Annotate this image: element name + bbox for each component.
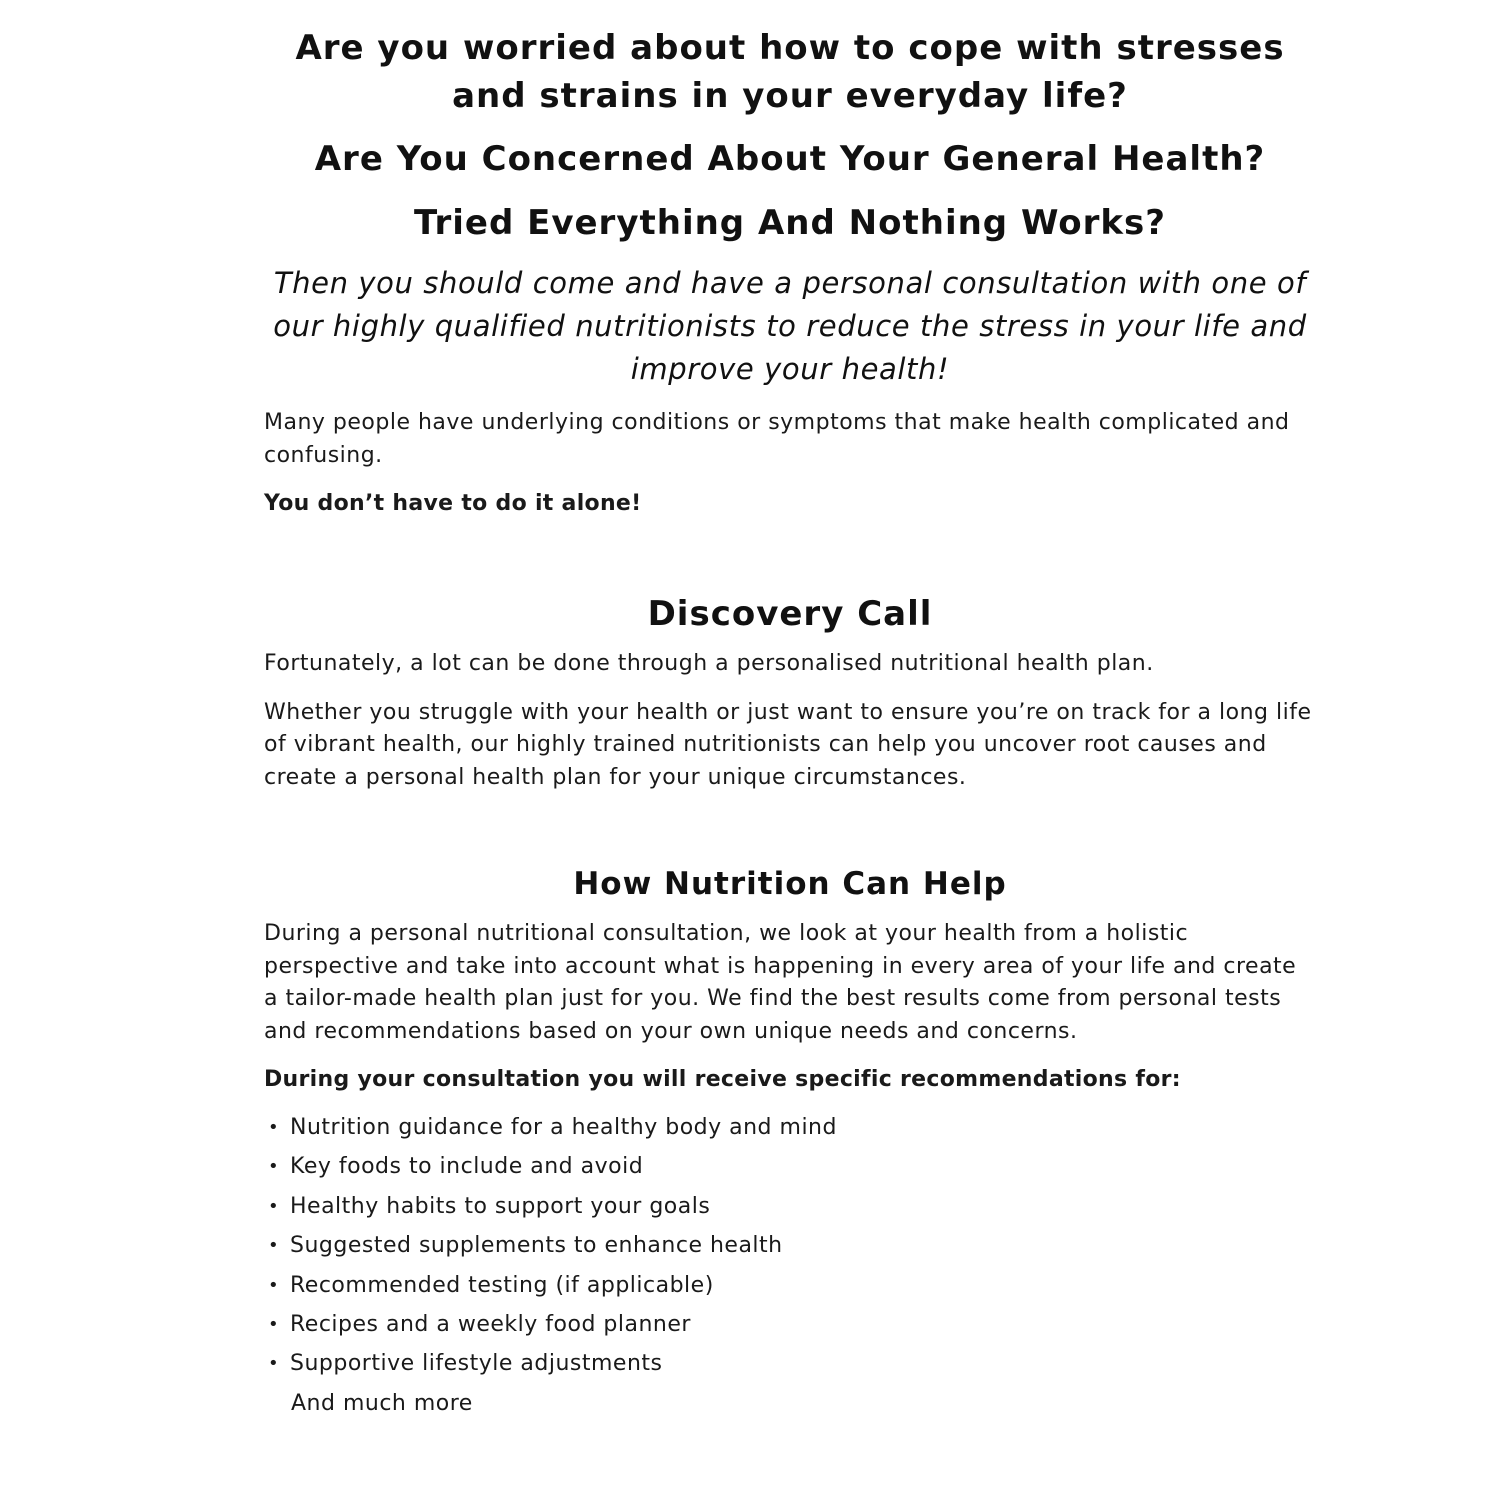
trailing-list-text: And much more bbox=[291, 1390, 473, 1416]
list-item bbox=[264, 1187, 1316, 1226]
list-item bbox=[264, 1226, 1316, 1265]
list-item bbox=[264, 1147, 1316, 1186]
hero-question-tried: Tried Everything And Nothing Works? bbox=[414, 203, 1166, 243]
bullet-icon: • bbox=[268, 1195, 280, 1217]
page-content bbox=[264, 0, 1316, 1423]
intro-emphasis: You don’t have to do it alone! bbox=[264, 491, 642, 516]
list-item-text: Key foods to include and avoid bbox=[290, 1154, 644, 1180]
recommendations-list bbox=[264, 1108, 1316, 1384]
discovery-call-paragraph-1: Fortunately, a lot can be done through a personalised nutritional health plan. bbox=[264, 651, 1154, 676]
hero-tagline: Then you should come and have a personal consultation with one of our highly qualified nutritionists to reduce the stress in your life and improve your health! bbox=[273, 266, 1307, 386]
hero-question-health: Are You Concerned About Your General Health? bbox=[314, 139, 1266, 179]
list-item-text: Supportive lifestyle adjustments bbox=[290, 1351, 663, 1377]
discovery-call-title: Discovery Call bbox=[647, 594, 933, 634]
list-item bbox=[264, 1344, 1316, 1383]
list-item bbox=[264, 1108, 1316, 1147]
bullet-icon: • bbox=[268, 1274, 280, 1296]
list-item-text: Suggested supplements to enhance health bbox=[290, 1233, 783, 1259]
bullet-icon: • bbox=[268, 1314, 280, 1336]
list-item bbox=[264, 1266, 1316, 1305]
bullet-icon: • bbox=[268, 1117, 280, 1138]
intro-paragraph: Many people have underlying conditions or symptoms that make health complicated and confusing. bbox=[264, 410, 1290, 468]
bullet-icon: • bbox=[268, 1235, 280, 1257]
list-item-text: Recipes and a weekly food planner bbox=[290, 1312, 691, 1338]
how-nutrition-paragraph: During a personal nutritional consultation, we look at your health from a holistic perspective and take into account what is happening in every area of your life and create a tailor-made health plan just for you. We find the best results come from personal tests and recommendations based on your own unique needs and concerns. bbox=[264, 921, 1297, 1044]
list-item-text: Healthy habits to support your goals bbox=[290, 1193, 711, 1219]
discovery-call-paragraph-2: Whether you struggle with your health or just want to ensure you’re on track for a long life of vibrant health, our highly trained nutritionists can help you uncover root causes and create a personal health plan for your unique circumstances. bbox=[264, 699, 1312, 790]
list-item-text: Nutrition guidance for a healthy body and mind bbox=[290, 1115, 837, 1140]
bullet-icon: • bbox=[268, 1353, 280, 1375]
bullet-icon: • bbox=[268, 1156, 280, 1178]
hero-question-stress: Are you worried about how to cope with stresses and strains in your everyday life? bbox=[295, 28, 1285, 116]
list-item-text: Recommended testing (if applicable) bbox=[290, 1272, 714, 1298]
recommendations-intro: During your consultation you will receive specific recommendations for: bbox=[264, 1067, 1181, 1092]
list-item bbox=[264, 1305, 1316, 1344]
how-nutrition-title: How Nutrition Can Help bbox=[573, 866, 1007, 902]
